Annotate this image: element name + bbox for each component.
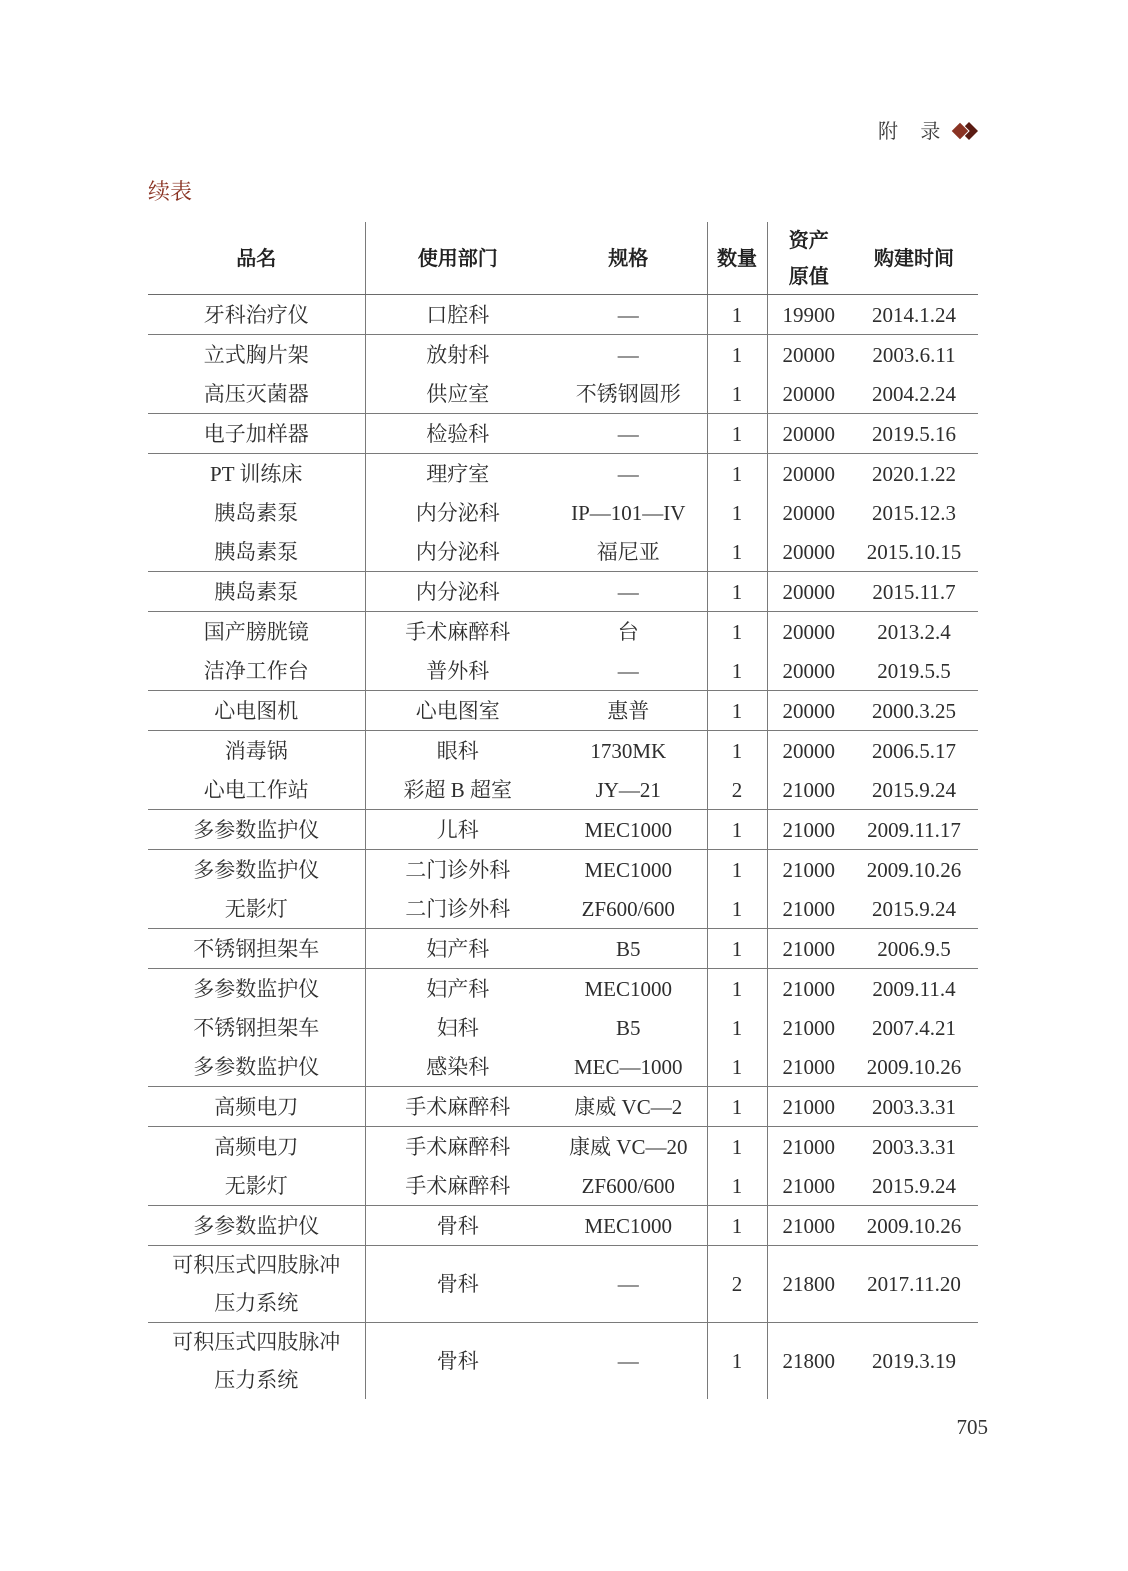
cell-date: 2015.9.24: [850, 770, 978, 810]
cell-value: 21000: [767, 770, 850, 810]
cell-spec: 康威 VC—2: [550, 1087, 707, 1127]
cell-department: 彩超 B 超室: [365, 770, 550, 810]
row-group: [148, 1246, 978, 1323]
cell-date: 2009.10.26: [850, 1206, 978, 1246]
cell-name: 胰岛素泵: [148, 532, 365, 572]
cell-qty: 1: [707, 1166, 767, 1206]
row-group: [148, 929, 978, 969]
cell-value: 21000: [782, 857, 835, 882]
row-group: [148, 810, 978, 850]
table-row: [148, 454, 978, 494]
cell-value: 19900: [767, 295, 850, 335]
cell-department: 手术麻醉科: [405, 619, 511, 644]
cell-qty: 1: [707, 532, 767, 572]
cell-name: 多参数监护仪: [148, 850, 365, 890]
cell-department: 二门诊外科: [405, 857, 511, 882]
cell-date: 2017.11.20: [850, 1246, 978, 1323]
table-row: [148, 414, 978, 454]
cell-department: 骨科: [365, 1206, 550, 1246]
cell-date: 2009.10.26: [850, 1047, 978, 1087]
cell-department: 二门诊外科: [365, 889, 550, 929]
row-group: [148, 572, 978, 612]
column-header-value: 资产 原值: [767, 222, 850, 295]
row-group: [148, 850, 978, 929]
table-row: [148, 770, 978, 810]
cell-qty: 1: [707, 1008, 767, 1047]
cell-name: 多参数监护仪: [148, 969, 365, 1009]
header-row: [148, 222, 978, 295]
table-row: [148, 1206, 978, 1246]
cell-spec: 惠普: [550, 691, 707, 731]
cell-date: 2014.1.24: [850, 295, 978, 335]
cell-spec: IP—101—IV: [550, 493, 707, 532]
cell-value: 20000: [767, 532, 850, 572]
cell-spec: —: [550, 1246, 707, 1323]
cell-department: 儿科: [365, 810, 550, 850]
cell-value: 20000: [767, 572, 850, 612]
cell-spec: 福尼亚: [550, 532, 707, 572]
cell-qty: 1: [707, 1087, 767, 1127]
cell-name: 不锈钢担架车: [148, 1008, 365, 1047]
cell-name: 心电工作站: [148, 770, 365, 810]
cell-date: 2009.11.4: [872, 976, 956, 1001]
cell-qty: 1: [707, 572, 767, 612]
table-row: [148, 1166, 978, 1206]
cell-date: 2009.10.26: [866, 857, 962, 882]
cell-qty: 1: [707, 1206, 767, 1246]
cell-department: 内分泌科: [415, 500, 500, 525]
row-group: [148, 612, 978, 691]
cell-spec: B5: [550, 1008, 707, 1047]
cell-department: 内分泌科: [365, 532, 550, 572]
cell-qty: 1: [707, 1127, 767, 1167]
cell-department: 眼科: [436, 738, 479, 763]
cell-name: 牙科治疗仪: [148, 295, 365, 335]
row-group: [148, 731, 978, 810]
cell-name: 可积压式四肢脉冲 压力系统: [148, 1323, 365, 1400]
cell-spec: B5: [550, 929, 707, 969]
cell-value: 20000: [767, 651, 850, 691]
cell-value: 20000: [782, 500, 835, 525]
cell-qty: 1: [707, 889, 767, 929]
row-group: [148, 1206, 978, 1246]
cell-date: 2019.3.19: [872, 1349, 956, 1373]
cell-spec: MEC1000: [550, 969, 707, 1009]
running-head-title: 附 录: [878, 119, 946, 143]
cell-spec: ZF600/600: [550, 889, 707, 929]
cell-qty: 1: [707, 691, 767, 731]
cell-name: 不锈钢担架车: [148, 929, 365, 969]
table-row: [148, 374, 978, 414]
table-header: [148, 222, 978, 295]
cell-date: 2006.5.17: [872, 738, 956, 763]
cell-qty: 1: [707, 969, 767, 1009]
cell-name: 胰岛素泵: [148, 572, 365, 612]
cell-name: 多参数监护仪: [148, 1206, 365, 1246]
cell-date: 2019.5.5: [850, 651, 978, 691]
table-row: [148, 850, 978, 890]
table-row: [148, 612, 978, 652]
cell-date: 2019.5.16: [850, 414, 978, 454]
cell-value: 21800: [782, 1349, 835, 1373]
cell-qty: 1: [707, 651, 767, 691]
cell-name: 高频电刀: [148, 1127, 365, 1167]
row-group: [148, 454, 978, 572]
row-group: [148, 691, 978, 731]
cell-spec: MEC1000: [550, 810, 707, 850]
cell-qty: 2: [707, 1246, 767, 1323]
cell-department: 供应室: [365, 374, 550, 414]
cell-date: 2003.3.31: [872, 1134, 956, 1159]
table-row: [148, 1323, 978, 1400]
cell-department: 放射科: [426, 342, 490, 367]
table-row: [148, 572, 978, 612]
cell-name: 心电图机: [148, 691, 365, 731]
page-number: 705: [956, 1415, 988, 1439]
cell-value: 20000: [767, 374, 850, 414]
cell-date: 2004.2.24: [850, 374, 978, 414]
cell-value: 20000: [767, 691, 850, 731]
cell-name: 消毒锅: [148, 731, 365, 771]
row-group: [148, 414, 978, 454]
cell-department: 手术麻醉科: [365, 1166, 550, 1206]
cell-name: 多参数监护仪: [148, 1047, 365, 1087]
cell-name: 立式胸片架: [148, 335, 365, 375]
data-table: [148, 222, 978, 1399]
column-header-qty: 数量: [707, 222, 767, 295]
table-row: [148, 691, 978, 731]
cell-value: 21000: [767, 1166, 850, 1206]
table-row: [148, 335, 978, 375]
cell-qty: 1: [707, 295, 767, 335]
cell-department: 妇产科: [365, 929, 550, 969]
cell-name: 无影灯: [148, 1166, 365, 1206]
cell-qty: 1: [707, 929, 767, 969]
cell-department: 妇科: [436, 1015, 479, 1040]
cell-name: 高压灭菌器: [148, 374, 365, 414]
cell-spec: 不锈钢圆形: [550, 374, 707, 414]
cell-value: 21000: [782, 1134, 835, 1159]
cell-value: 20000: [782, 738, 835, 763]
column-header-spec: 规格: [550, 222, 707, 295]
table-row: [148, 810, 978, 850]
cell-date: 2015.9.24: [850, 889, 978, 929]
cell-name: 电子加样器: [148, 414, 365, 454]
cell-value: 21000: [782, 976, 835, 1001]
column-header-name: 品名: [148, 222, 365, 295]
cell-spec: —: [550, 454, 707, 494]
cell-value: 20000: [782, 619, 835, 644]
cell-department: 妇产科: [426, 976, 490, 1001]
cell-department: 感染科: [365, 1047, 550, 1087]
cell-spec: MEC1000: [550, 850, 707, 890]
table-row: [148, 1047, 978, 1087]
cell-name: PT 训练床: [148, 454, 365, 494]
table-row: [148, 1127, 978, 1167]
cell-value: 21000: [767, 1047, 850, 1087]
continued-table-label: 续表: [148, 180, 193, 205]
cell-value: 21000: [767, 1087, 850, 1127]
cell-value: 21000: [767, 1206, 850, 1246]
cell-qty: 1: [707, 731, 767, 771]
table-row: [148, 493, 978, 532]
table-row: [148, 1087, 978, 1127]
cell-date: 2007.4.21: [872, 1015, 956, 1040]
cell-qty: 1: [707, 1047, 767, 1087]
column-header-date: 购建时间: [850, 222, 978, 295]
cell-name: 无影灯: [148, 889, 365, 929]
cell-date: 2015.10.15: [850, 532, 978, 572]
table-row: [148, 295, 978, 335]
cell-spec: —: [550, 295, 707, 335]
cell-date: 2009.11.17: [850, 810, 978, 850]
cell-department: 心电图室: [365, 691, 550, 731]
cell-spec: JY—21: [550, 770, 707, 810]
table-row: [148, 532, 978, 572]
double-diamond-icon: [950, 121, 980, 141]
cell-qty: 1: [707, 612, 767, 652]
cell-date: 2015.11.7: [850, 572, 978, 612]
cell-value: 20000: [782, 342, 835, 367]
cell-spec: 台: [550, 612, 707, 652]
cell-name: 多参数监护仪: [148, 810, 365, 850]
cell-date: 2015.12.3: [872, 500, 956, 525]
cell-spec: —: [550, 414, 707, 454]
cell-qty: 1: [707, 335, 767, 375]
row-group: [148, 335, 978, 414]
cell-qty: 1: [707, 850, 767, 890]
cell-date: 2013.2.4: [877, 619, 951, 644]
cell-spec: 康威 VC—20: [550, 1127, 707, 1167]
cell-value: 20000: [767, 414, 850, 454]
row-group: [148, 1087, 978, 1127]
cell-date: 2003.6.11: [872, 342, 956, 367]
cell-name: 高频电刀: [148, 1087, 365, 1127]
cell-value: 21000: [767, 929, 850, 969]
cell-spec: —: [550, 572, 707, 612]
cell-value: 20000: [782, 461, 835, 486]
cell-value: 21000: [767, 810, 850, 850]
cell-qty: 1: [707, 454, 767, 494]
table-row: [148, 651, 978, 691]
cell-spec: —: [550, 335, 707, 375]
cell-date: 2020.1.22: [872, 461, 956, 486]
table-row: [148, 929, 978, 969]
cell-spec: ZF600/600: [550, 1166, 707, 1206]
row-group: [148, 1323, 978, 1400]
cell-qty: 2: [707, 770, 767, 810]
cell-date: 2006.9.5: [850, 929, 978, 969]
cell-date: 2003.3.31: [850, 1087, 978, 1127]
cell-department: 骨科: [436, 1349, 479, 1373]
table-row: [148, 731, 978, 771]
cell-value: 21800: [767, 1246, 850, 1323]
row-group: [148, 295, 978, 335]
table-row: [148, 889, 978, 929]
cell-spec: MEC1000: [550, 1206, 707, 1246]
cell-spec: 1730MK: [550, 731, 707, 771]
cell-department: 理疗室: [426, 461, 490, 486]
cell-qty: 1: [707, 414, 767, 454]
row-group: [148, 969, 978, 1087]
row-group: [148, 1127, 978, 1206]
table-row: [148, 1008, 978, 1047]
cell-department: 手术麻醉科: [405, 1134, 511, 1159]
cell-date: 2000.3.25: [850, 691, 978, 731]
cell-department: 检验科: [365, 414, 550, 454]
cell-department: 内分泌科: [365, 572, 550, 612]
cell-qty: 1: [707, 374, 767, 414]
cell-qty: 1: [707, 493, 767, 532]
cell-name: 国产膀胱镜: [148, 612, 365, 652]
cell-spec: —: [550, 1323, 707, 1400]
table-row: [148, 1246, 978, 1323]
cell-qty: 1: [707, 1323, 767, 1400]
cell-department: 骨科: [365, 1246, 550, 1323]
cell-spec: MEC—1000: [550, 1047, 707, 1087]
cell-date: 2015.9.24: [850, 1166, 978, 1206]
cell-qty: 1: [707, 810, 767, 850]
column-header-department: 使用部门: [365, 222, 550, 295]
cell-spec: —: [550, 651, 707, 691]
cell-department: 普外科: [365, 651, 550, 691]
cell-name: 可积压式四肢脉冲 压力系统: [148, 1246, 365, 1323]
cell-value: 21000: [782, 1015, 835, 1040]
cell-department: 口腔科: [365, 295, 550, 335]
cell-name: 胰岛素泵: [148, 493, 365, 532]
cell-name: 洁净工作台: [148, 651, 365, 691]
table-row: [148, 969, 978, 1009]
cell-value: 21000: [767, 889, 850, 929]
cell-department: 手术麻醉科: [365, 1087, 550, 1127]
